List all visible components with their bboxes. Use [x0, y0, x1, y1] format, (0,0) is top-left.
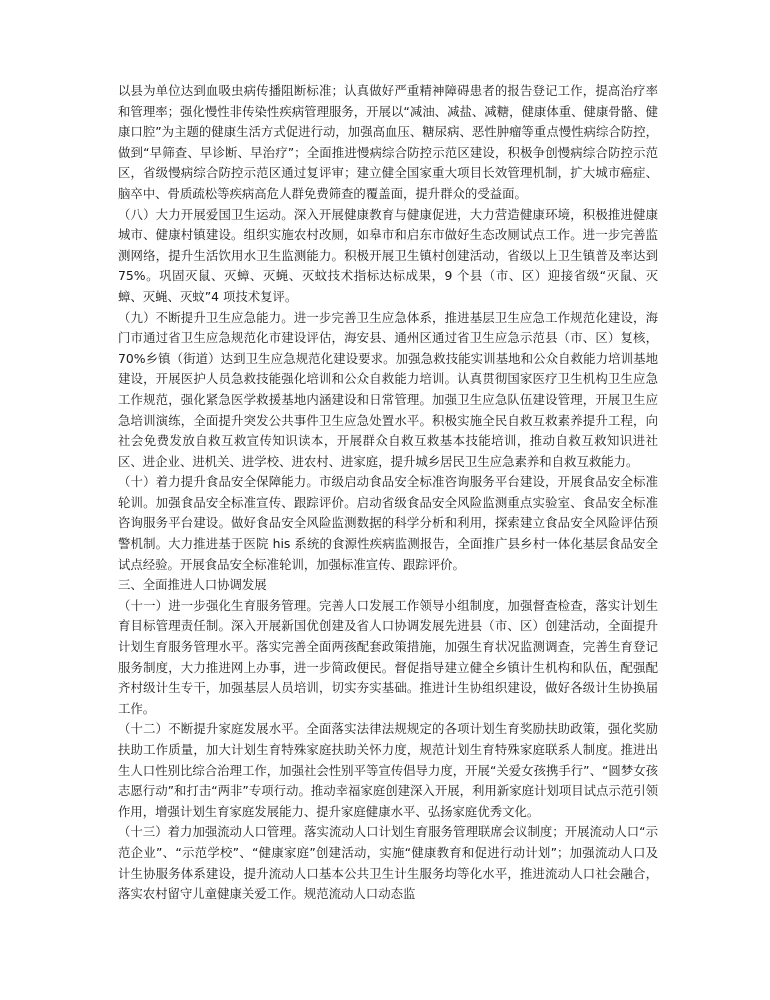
section-heading-population: 三、全面推进人口协调发展	[118, 577, 267, 593]
paragraph-birth-services: （十一）进一步强化生育服务管理。完善人口发展工作领导小组制度，加强督查检查，落实计划生育目标管理责任制。深入开展新国优创建及省人口协调发展先进县（市、区）创建活动，全面提升计划生育服务管理水平。落实完善全面两孩配套政策措施，加强生育状况监测调查，完善生育登记服务制度，大力推进网上办事，进一步简政便民。督促指导建立健全乡镇计生机构和队伍，配强配齐村级计生专干，加强基层人员培训，切实夯实基础。推进计生协组织建设，做好各级计生协换届工作。	[118, 597, 658, 716]
document-page	[118, 81, 658, 905]
paragraph-family-development: （十二）不断提升家庭发展水平。全面落实法律法规规定的各项计划生育奖励扶助政策，强化奖励扶助工作质量，加大计划生育特殊家庭扶助关怀力度，规范计划生育特殊家庭联系人制度。推进出生人口性别比综合治理工作，加强社会性别平等宣传倡导力度，开展“关爱女孩携手行”、“圆梦女孩志愿行动”和打击“两非”专项行动。推动幸福家庭创建深入开展，利用新家庭计划项目试点示范引领作用，增强计划生育家庭发展能力、提升家庭健康水平、弘扬家庭优秀文化。	[118, 721, 658, 819]
paragraph-patriotic-health: （八）大力开展爱国卫生运动。深入开展健康教育与健康促进，大力营造健康环境，积极推进健康城市、健康村镇建设。组织实施农村改厕，如皋市和启东市做好生态改厕试点工作。进一步完善监测网络，提升生活饮用水卫生监测能力。积极开展卫生镇村创建活动，省级以上卫生镇普及率达到 75%。巩固灭鼠、灭蟑、灭蝇、灭蚊技术指标达标成果，9 个县（市、区）迎接省级“灭鼠、灭蟑、灭蝇、灭蚊”4 项技术复评。	[118, 206, 658, 304]
paragraph-emergency-response: （九）不断提升卫生应急能力。进一步完善卫生应急体系，推进基层卫生应急工作规范化建设，海门市通过省卫生应急规范化市建设评估，海安县、通州区通过省卫生应急示范县（市、区）复核，70%乡镇（街道）达到卫生应急规范化建设要求。加强急救技能实训基地和公众自救能力培训基地建设，开展医护人员急救技能强化培训和公众自救能力培训。认真贯彻国家医疗卫生机构卫生应急工作规范，强化紧急医学救援基地内涵建设和日常管理。加强卫生应急队伍建设管理，开展卫生应急培训演练，全面提升突发公共事件卫生应急处置水平。积极实施全民自救互救素养提升工程，向社会免费发放自救互救宣传知识读本，开展群众自救互救基本技能培训，推动自救互救知识进社区、进企业、进机关、进学校、进农村、进家庭，提升城乡居民卫生应急素养和自救互救能力。	[118, 309, 658, 469]
paragraph-floating-population: （十三）着力加强流动人口管理。落实流动人口计划生育服务管理联席会议制度；开展流动人口“示范企业”、“示范学校”、“健康家庭”创建活动，实施“健康教育和促进行动计划”；加强流动人口及计生协服务体系建设，提升流动人口基本公共卫生计生服务均等化水平，推进流动人口社会融合，落实农村留守儿童健康关爱工作。规范流动人口动态监	[118, 824, 658, 902]
paragraph-food-safety: （十）着力提升食品安全保障能力。市级启动食品安全标准咨询服务平台建设，开展食品安全标准轮训。加强食品安全标准宣传、跟踪评价。启动省级食品安全风险监测重点实验室、食品安全标准咨询服务平台建设。做好食品安全风险监测数据的科学分析和利用，探索建立食品安全风险评估预警机制。大力推进基于医院 his 系统的食源性疾病监测报告，全面推广县乡村一体化基层食品安全试点经验。开展食品安全标准轮训，加强标准宣传、跟踪评价。	[118, 474, 658, 572]
paragraph-disease-control: 以县为单位达到血吸虫病传播阻断标准；认真做好严重精神障碍患者的报告登记工作，提高治疗率和管理率；强化慢性非传染性疾病管理服务，开展以“减油、减盐、减糖，健康体重、健康骨骼、健康口腔”为主题的健康生活方式促进行动，加强高血压、糖尿病、恶性肿瘤等重点慢性病综合防控，做到“早筛查、早诊断、早治疗”；全面推进慢病综合防控示范区建设，积极争创慢病综合防控示范区，省级慢病综合防控示范区通过复评审；建立健全国家重大项目长效管理机制，扩大城市癌症、脑卒中、骨质疏松等疾病高危人群免费筛查的覆盖面，提升群众的受益面。	[118, 83, 658, 201]
